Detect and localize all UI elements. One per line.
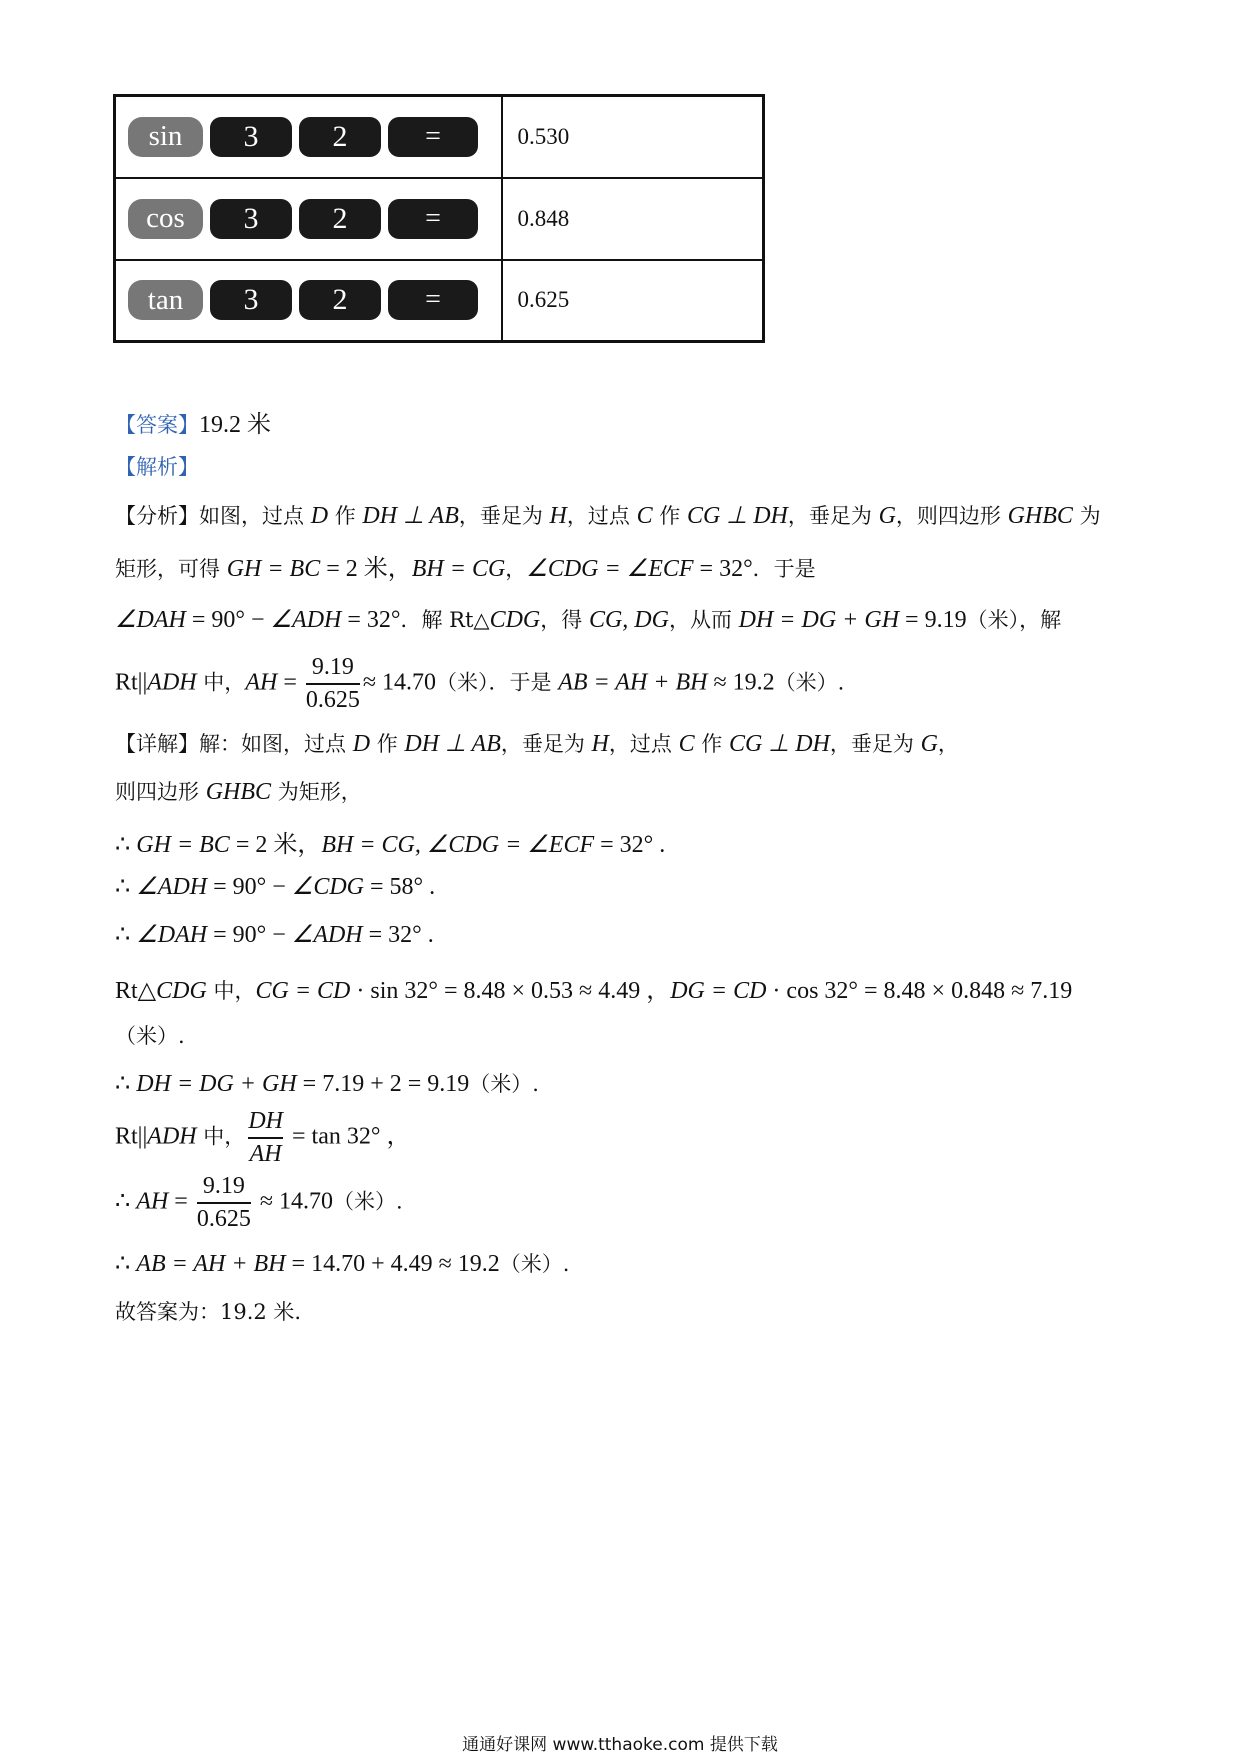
digit-key: 2 bbox=[299, 280, 381, 320]
equals-key: = bbox=[388, 117, 478, 157]
digit-key: 2 bbox=[299, 117, 381, 157]
fraction: $\frac{9.19}{0.625}$ bbox=[197, 1171, 251, 1235]
calculator-table bbox=[113, 94, 765, 343]
detail-line-8: ∴ DH = DG + GH = 7.19 + 2 = 9.19（米）. bbox=[115, 1071, 539, 1097]
detail-line-2: 则四边形 GHBC 为矩形， bbox=[115, 779, 362, 805]
table-row bbox=[115, 260, 764, 342]
detail-line-5: ∴ ∠DAH = 90° − ∠ADH = 32° . bbox=[115, 922, 434, 948]
detail-line-6: Rt△CDG 中，CG = CD · sin 32° = 8.48 × 0.53 ≈ 4.49 ，DG = CD · cos 32° = 8.48 × 0.848 ≈ 7.19 bbox=[115, 978, 1073, 1004]
analysis-line-4: Rt||ADH 中，AH = $\frac{9.19}{0.625}$ ≈ 14.70（米）．于是 AB = AH + BH ≈ 19.2（米）. bbox=[115, 652, 844, 716]
result-value: 0.848 bbox=[502, 178, 764, 260]
digit-key: 3 bbox=[210, 280, 292, 320]
result-value: 0.625 bbox=[502, 260, 764, 342]
cos-key: cos bbox=[128, 199, 203, 239]
fraction: $\frac{DH}{AH}$ bbox=[248, 1106, 283, 1170]
table-row bbox=[115, 96, 764, 178]
detail-conclusion: 故答案为：19.2 米. bbox=[115, 1300, 302, 1324]
digit-key: 2 bbox=[299, 199, 381, 239]
equals-key: = bbox=[388, 199, 478, 239]
digit-key: 3 bbox=[210, 117, 292, 157]
digit-key: 3 bbox=[210, 199, 292, 239]
detail-line-10: ∴ AH = $\frac{9.19}{0.625}$ ≈ 14.70（米）. bbox=[115, 1171, 403, 1235]
table-row bbox=[115, 178, 764, 260]
detail-line-3: ∴ GH = BC = 2 米，BH = CG, ∠CDG = ∠ECF = 32° . bbox=[115, 832, 666, 858]
fraction: $\frac{9.19}{0.625}$ bbox=[306, 652, 360, 716]
analysis-heading: 【解析】 bbox=[115, 455, 199, 479]
detail-line-9: Rt||ADH 中， $\frac{DH}{AH}$ = tan 32° ， bbox=[115, 1106, 410, 1170]
equals-key: = bbox=[388, 280, 478, 320]
detail-line-7: （米）. bbox=[115, 1024, 185, 1048]
analysis-line-3: ∠DAH = 90° − ∠ADH = 32°．解 Rt△CDG，得 CG, DG，从而 DH = DG + GH = 9.19（米），解 bbox=[115, 607, 1062, 633]
answer-label: 【答案】 bbox=[115, 413, 199, 437]
tan-key: tan bbox=[128, 280, 203, 320]
detail-line-4: ∴ ∠ADH = 90° − ∠CDG = 58° . bbox=[115, 874, 436, 900]
footer-credit: 通通好课网 www.tthaoke.com 提供下载 bbox=[462, 1735, 778, 1755]
analysis-line-1: 【分析】如图，过点 D 作 DH ⊥ AB，垂足为 H，过点 C 作 CG ⊥ DH，垂足为 G，则四边形 GHBC 为 bbox=[115, 503, 1101, 529]
answer-line bbox=[115, 404, 271, 439]
sin-key: sin bbox=[128, 117, 203, 157]
detail-line-11: ∴ AB = AH + BH = 14.70 + 4.49 ≈ 19.2（米）. bbox=[115, 1251, 570, 1277]
analysis-line-2: 矩形，可得 GH = BC = 2 米，BH = CG，∠CDG = ∠ECF = 32°．于是 bbox=[115, 556, 816, 582]
answer-value: 19.2 米 bbox=[199, 412, 271, 438]
detail-line-1: 【详解】解：如图，过点 D 作 DH ⊥ AB，垂足为 H，过点 C 作 CG ⊥ DH，垂足为 G， bbox=[115, 731, 959, 757]
result-value: 0.530 bbox=[502, 96, 764, 178]
